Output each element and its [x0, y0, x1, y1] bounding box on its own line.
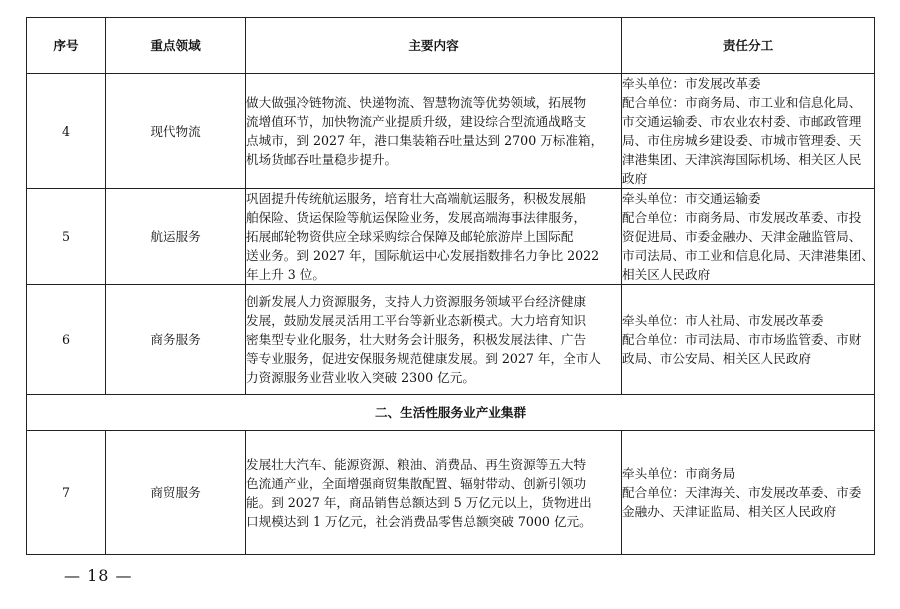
resp-line: 金融办、天津证监局、相关区人民政府: [622, 504, 837, 519]
section-title: 二、生活性服务业产业集群: [27, 395, 875, 431]
resp-line: 牵头单位：市人社局、市发展改革委: [622, 313, 824, 328]
resp-line: 配合单位：市商务局、市工业和信息化局、: [622, 95, 862, 110]
header-content: 主要内容: [246, 18, 622, 74]
content-line: 点城市，到 2027 年，港口集装箱吞吐量达到 2700 万标准箱，: [246, 133, 604, 148]
content-line: 口规模达到 1 万亿元，社会消费品零售总额突破 7000 亿元。: [246, 513, 592, 529]
row-content: [246, 189, 622, 285]
resp-line: 资促进局、市委金融办、天津金融监管局、: [622, 229, 862, 244]
resp-line: 配合单位：市司法局、市市场监管委、市财: [622, 332, 862, 347]
table-header-row: [27, 18, 875, 74]
header-serial: 序号: [27, 18, 106, 74]
row-content: [246, 431, 622, 555]
table-row: [27, 431, 875, 555]
content-line: 送业务。到 2027 年，国际航运中心发展指数排名力争比 2022: [246, 248, 600, 263]
resp-line: 配合单位：市商务局、市发展改革委、市投: [622, 210, 862, 225]
row-serial: 6: [27, 285, 106, 395]
section-row: [27, 395, 875, 431]
resp-line: 局、市住房城乡建设委、市城市管理委、天: [622, 133, 862, 148]
resp-line: 牵头单位：市商务局: [622, 466, 736, 481]
row-serial: 5: [27, 189, 106, 285]
resp-line: 津港集团、天津滨海国际机场、相关区人民: [622, 152, 862, 167]
row-area: 现代物流: [106, 74, 246, 189]
content-line: 拓展邮轮物资供应全球采购综合保障及邮轮旅游岸上国际配: [246, 229, 574, 244]
row-responsibility: [622, 74, 875, 189]
content-line: 密集型专业化服务，壮大财务会计服务，积极发展法律、广告: [246, 332, 587, 347]
resp-line: 牵头单位：市交通运输委: [622, 191, 761, 206]
row-responsibility: [622, 431, 875, 555]
row-content: [246, 74, 622, 189]
content-line: 发展，鼓励发展灵活用工平台等新业态新模式。大力培育知识: [246, 313, 587, 328]
content-line: 机场货邮吞吐量稳步提升。: [246, 152, 398, 167]
content-line: 创新发展人力资源服务，支持人力资源服务领域平台经济健康: [246, 294, 587, 309]
content-line: 能。到 2027 年，商品销售总额达到 5 万亿元以上，货物进出: [246, 494, 592, 510]
row-area: 商贸服务: [106, 431, 246, 555]
resp-line: 牵头单位：市发展改革委: [622, 76, 761, 91]
row-serial: 7: [27, 431, 106, 555]
row-responsibility: [622, 285, 875, 395]
row-area: 航运服务: [106, 189, 246, 285]
resp-line: 相关区人民政府: [622, 267, 711, 282]
resp-line: 政局、市公安局、相关区人民政府: [622, 351, 811, 366]
row-area: 商务服务: [106, 285, 246, 395]
content-line: 力资源服务业营业收入突破 2300 亿元。: [246, 370, 475, 385]
page-number: — 18 —: [64, 566, 133, 585]
row-responsibility: [622, 189, 875, 285]
table-row: [27, 285, 875, 395]
row-content: [246, 285, 622, 395]
content-line: 做大做强冷链物流、快递物流、智慧物流等优势领域，拓展物: [246, 95, 587, 110]
resp-line: 配合单位：天津海关、市发展改革委、市委: [622, 485, 862, 500]
responsibility-table: [26, 17, 875, 555]
resp-line: 市司法局、市工业和信息化局、天津港集团、: [622, 248, 874, 263]
content-line: 色流通产业，全面增强商贸集散配置、辐射带动、创新引领功: [246, 475, 587, 491]
content-line: 流增值环节，加快物流产业提质升级，建设综合型流通战略支: [246, 114, 587, 129]
row-serial: 4: [27, 74, 106, 189]
table-row: [27, 189, 875, 285]
resp-line: 市交通运输委、市农业农村委、市邮政管理: [622, 114, 862, 129]
table-row: [27, 74, 875, 189]
header-responsibility: 责任分工: [622, 18, 875, 74]
header-area: 重点领域: [106, 18, 246, 74]
content-line: 等专业服务，促进安保服务规范健康发展。到 2027 年，全市人: [246, 351, 601, 366]
content-line: 年上升 3 位。: [246, 267, 325, 282]
content-line: 巩固提升传统航运服务，培育壮大高端航运服务，积极发展船: [246, 191, 587, 206]
content-line: 舶保险、货运保险等航运保险业务，发展高端海事法律服务，: [246, 210, 587, 225]
resp-line: 政府: [622, 171, 648, 186]
content-line: 发展壮大汽车、能源资源、粮油、消费品、再生资源等五大特: [246, 456, 587, 472]
